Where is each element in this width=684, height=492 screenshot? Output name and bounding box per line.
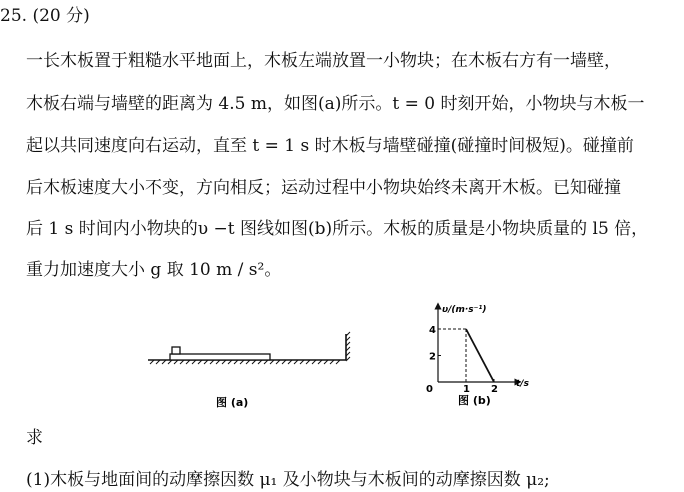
figure-a	[140, 326, 360, 416]
y-tick-label-4: 4	[429, 325, 436, 336]
figure-b-caption: 图 (b)	[458, 394, 491, 407]
problem-header: 25. (20 分)	[0, 6, 90, 26]
problem-text-line-2: 木板右端与墙壁的距离为 4.5 m，如图(a)所示。t = 0 时刻开始，小物块与木板一	[26, 94, 645, 114]
y-tick-label-2: 2	[429, 351, 436, 363]
question-1: (1)木板与地面间的动摩擦因数 μ₁ 及小物块与木板间的动摩擦因数 μ₂;	[26, 470, 550, 490]
problem-text-line-6: 重力加速度大小 g 取 10 m / s²。	[26, 260, 282, 280]
y-axis-label: υ/(m·s⁻¹)	[442, 305, 487, 315]
figure-b-chart	[418, 300, 548, 410]
problem-text-line-1: 一长木板置于粗糙水平地面上，木板左端放置一小物块；在木板右方有一墙壁，	[26, 51, 621, 71]
ask-label: 求	[26, 428, 43, 448]
x-tick-label-1: 1	[463, 384, 470, 395]
figure-a-caption: 图 (a)	[216, 396, 249, 409]
problem-text-line-3: 起以共同速度向右运动，直至 t = 1 s 时木板与墙壁碰撞(碰撞时间极短)。碰撞前	[26, 136, 634, 156]
series-line-0	[466, 329, 494, 382]
wooden-board	[170, 354, 270, 360]
x-tick-label-2: 2	[491, 384, 498, 395]
problem-text-line-5: 后 1 s 时间内小物块的υ −t 图线如图(b)所示。木板的质量是小物块质量的 l5 倍，	[26, 219, 649, 239]
problem-text-line-4: 后木板速度大小不变，方向相反；运动过程中小物块始终未离开木板。已知碰撞	[26, 178, 621, 198]
small-block	[172, 347, 180, 354]
origin-label: 0	[426, 384, 433, 395]
x-axis-label: t/s	[516, 379, 529, 389]
